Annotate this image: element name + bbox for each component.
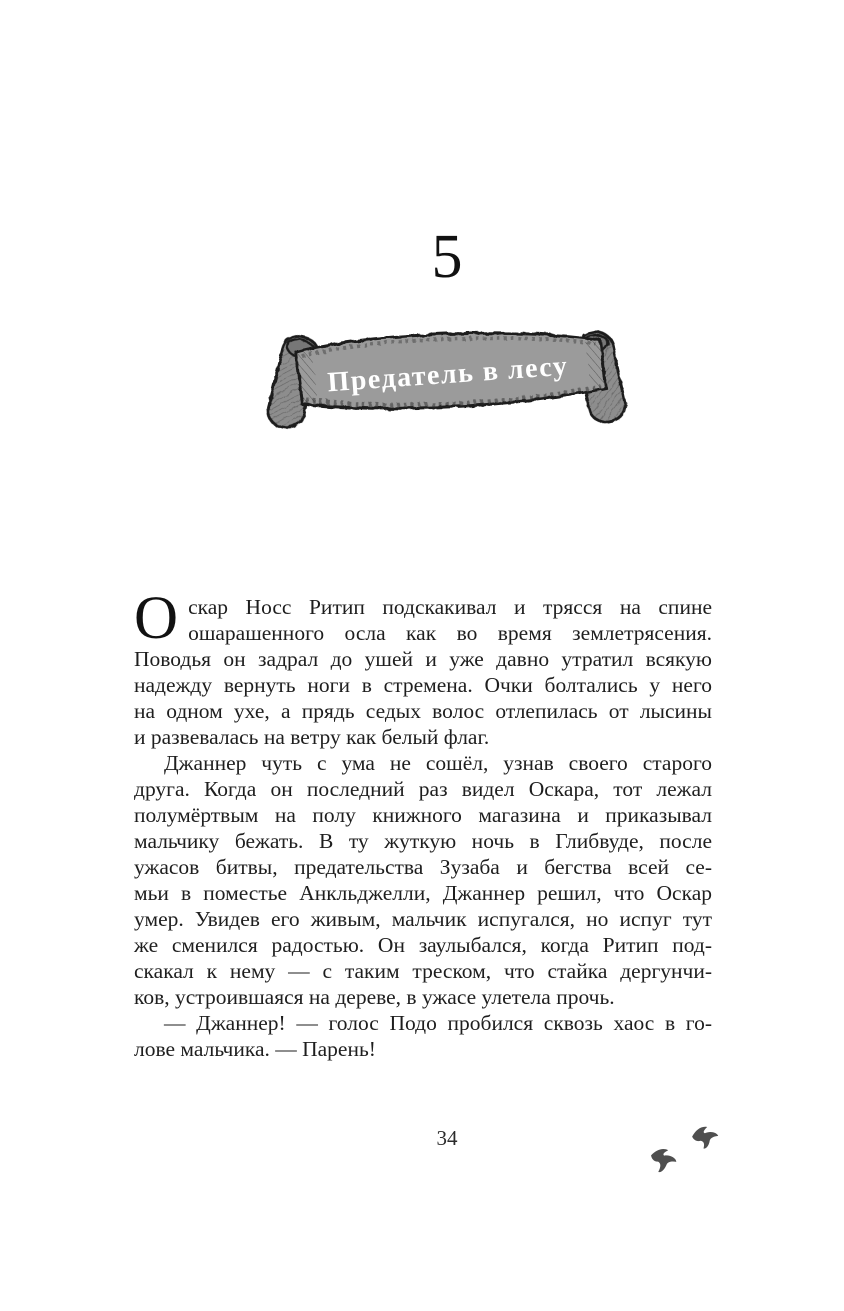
drop-cap: О — [134, 585, 179, 652]
text-line: скакал к нему — с таким треском, что стайка дергунчи- — [134, 959, 712, 983]
text-line: друга. Когда он последний раз видел Оскара, тот лежал — [134, 777, 712, 801]
text-line: Джаннер чуть с ума не сошёл, узнав своего старого — [164, 751, 712, 775]
chapter-number: 5 — [431, 223, 463, 291]
banner-title: Предатель в лесу — [326, 350, 570, 399]
text-line: же сменился радостью. Он заулыбался, когда Ритип под- — [134, 933, 712, 957]
paragraph — [134, 750, 712, 1010]
text-line: надежду вернуть ноги в стремена. Очки болтались у него — [134, 673, 712, 697]
text-line: мьи в поместье Анкльджелли, Джаннер решил, что Оскар — [134, 881, 712, 905]
flying-birds-icon — [646, 1120, 726, 1184]
text-line: — Джаннер! — голос Подо пробился сквозь хаос в го- — [164, 1011, 712, 1035]
text-line: ужасов битвы, предательства Зузаба и бегства всей се- — [134, 855, 712, 879]
text-line: и развевалась на ветру как белый флаг. — [134, 725, 490, 749]
paragraph — [134, 1010, 712, 1062]
text-line: лове мальчика. — Парень! — [134, 1037, 376, 1061]
text-line: ков, устроившаяся на дереве, в ужасе улетела прочь. — [134, 985, 615, 1009]
text-line: полумёртвым на полу книжного магазина и приказывал — [134, 803, 712, 827]
page-number: 34 — [436, 1126, 458, 1150]
text-line: умер. Увидев его живым, мальчик испугался, но испуг тут — [134, 907, 712, 931]
text-line: Поводья он задрал до ушей и уже давно утратил всякую — [134, 647, 712, 671]
paragraph — [134, 585, 712, 750]
body-text — [134, 585, 712, 1062]
text-line: скар Носс Ритип подскакивал и трясся на спине — [188, 595, 712, 619]
text-line: на одном ухе, а прядь седых волос отлепилась от лысины — [134, 699, 712, 723]
scroll-ribbon-icon — [250, 316, 644, 432]
chapter-banner — [250, 316, 644, 432]
text-line: ошарашенного осла как во время землетрясения. — [188, 621, 712, 645]
text-line: мальчику бежать. В ту жуткую ночь в Глибвуде, после — [134, 829, 712, 853]
